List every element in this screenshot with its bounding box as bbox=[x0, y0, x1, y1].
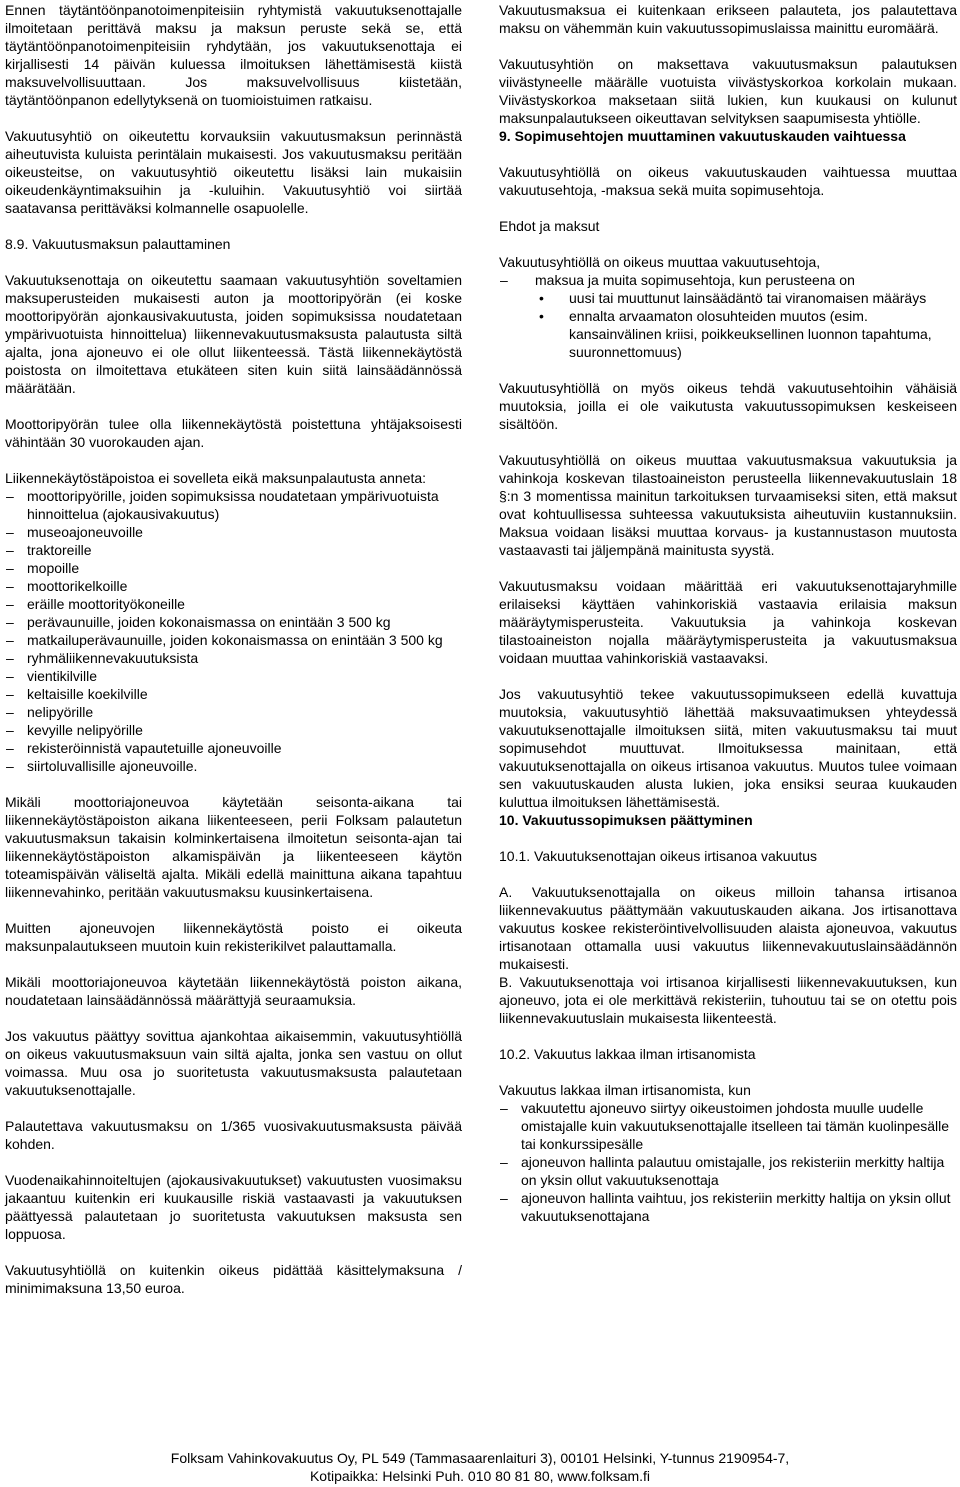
paragraph-change-notice: Jos vakuutusyhtiö tekee vakuutussopimukseen edellä kuvattuja muutoksia, vakuutusyhtiö lähettää maksuvaatimuksen yhteydessä vakuutuksenottajalle ilmoituksen siitä, miten vakuutusmaksu tai muut sopimusehdot muuttuvat. Ilmoituksessa mainitaan, että vakuutuksenottajalla on oikeus irtisanoa vakuutus. Muutos tulee voimaan sen vakuutuskauden alusta lukien, joka ensiksi seuraa kuukauden kuluttua ilmoituksen lähettämisestä. bbox=[499, 686, 957, 810]
list-item: – siirtoluvallisille ajoneuvoille. bbox=[5, 757, 462, 775]
list-item: – rekisteröinnistä vapautetuille ajoneuvoille bbox=[5, 739, 462, 757]
page-footer bbox=[0, 1449, 960, 1485]
list-item: – eräille moottorityökoneille bbox=[5, 595, 462, 613]
list-item: • uusi tai muuttunut lainsäädäntö tai viranomaisen määräys bbox=[499, 289, 957, 307]
section-heading-10-2: 10.2. Vakuutus lakkaa ilman irtisanomista bbox=[499, 1046, 756, 1062]
paragraph-termination-a: A. Vakuutuksenottajalla on oikeus milloin tahansa irtisanoa liikennevakuutus päättymään vakuutuskauden aikana. Jos irtisanottava vakuutus koskee rekisteröintivelvollisuuden alaista ajoneuvoa, vakuutus irtisanotaan ottamalla uusi vakuutus liikennevakuutuslainsäädännön mukaisesti. bbox=[499, 884, 957, 972]
footer-company-line: Folksam Vahinkovakuutus Oy, PL 549 (Tammasaarenlaituri 3), 00101 Helsinki, Y-tunnus 2190954-7, bbox=[170, 1450, 790, 1466]
footer-contact-line: Kotipaikka: Helsinki Puh. 010 80 81 80, www.folksam.fi bbox=[309, 1468, 651, 1484]
section-heading-10: 10. Vakuutussopimuksen päättyminen bbox=[499, 812, 753, 828]
list-item: • ennalta arvaamaton olosuhteiden muutos (esim. kansainvälinen kriisi, poikkeuksellinen luonnon tapahtuma, suuronnettomuus) bbox=[499, 307, 957, 361]
paragraph-minimum-refund: Vakuutusmaksua ei kuitenkaan erikseen palauteta, jos palautettava maksu on vähemmän kuin vakuutussopimuslaissa mainittu euromäärä. bbox=[499, 2, 957, 36]
list-item: – moottorikelkoille bbox=[5, 577, 462, 595]
paragraph-minor-changes: Vakuutusyhtiöllä on myös oikeus tehdä vakuutusehtoihin vähäisiä muutoksia, joilla ei ole vaikutusta vakuutussopimuksen keskeiseen sisältöön. bbox=[499, 380, 957, 432]
list-item: – matkailuperävaunuille, joiden kokonaismassa on enintään 3 500 kg bbox=[5, 631, 462, 649]
list-item: – ajoneuvon hallinta vaihtuu, jos rekisteriin merkitty haltija on yksin ollut vakuutuksenottajana bbox=[499, 1189, 957, 1225]
paragraph-motorcycle-period: Moottoripyörän tulee olla liikennekäytöstä poistettuna yhtäjaksoisesti vähintään 30 vuorokauden ajan. bbox=[5, 416, 462, 450]
list-item: – vientikilville bbox=[5, 667, 462, 685]
paragraph-enforcement-notice: Ennen täytäntöönpanotoimenpiteisiin ryhtymistä vakuutuksenottajalle ilmoitetaan perittävä maksu ja maksun peruste sekä se, että täytäntöönpanotoimenpiteisiin ryhdytään, jos vakuutuksenottaja ei kirjallisesti 14 päivän kuluessa ilmoituksen lähettämisestä kiistä maksuvelvollisuuttaan. Jos maksuvelvollisuus kiistetään, täytäntöönpanon edellytyksenä on tuomioistuimen ratkaisu. bbox=[5, 2, 462, 108]
exclusions-list bbox=[5, 487, 462, 775]
change-grounds-text: maksua ja muita sopimusehtoja, kun perusteena on bbox=[535, 272, 855, 288]
paragraph-early-termination: Jos vakuutus päättyy sovittua ajankohtaa aikaisemmin, vakuutusyhtiöllä on oikeus vakuutusmaksuun vain siltä ajalta, jonka sen vastuu on ollut voimassa. Muu osa jo suoritetusta vakuutusmaksusta palautetaan vakuutuksenottajalle. bbox=[5, 1028, 462, 1098]
list-item: – traktoreille bbox=[5, 541, 462, 559]
list-item: – perävaunuille, joiden kokonaismassa on enintään 3 500 kg bbox=[5, 613, 462, 631]
section-heading-8-9: 8.9. Vakuutusmaksun palauttaminen bbox=[5, 236, 231, 252]
paragraph-handling-fee: Vakuutusyhtiöllä on kuitenkin oikeus pidättää käsittelymaksuna / minimimaksuna 13,50 euroa. bbox=[5, 1262, 462, 1296]
paragraph-collection-costs: Vakuutusyhtiö on oikeutettu korvauksiin vakuutusmaksun perinnästä aiheutuvista kuluista perintälain mukaisesti. Jos vakuutusmaksu peritään oikeusteitse, on vakuutusyhtiö oikeutettu lisäksi lain mukaisiin oikeudenkäyntimaksuihin ja -kuluihin. Vakuutusyhtiö voi siirtää saatavansa perittäväksi kolmannelle osapuolelle. bbox=[5, 128, 462, 216]
section-heading-10-1: 10.1. Vakuutuksenottajan oikeus irtisanoa vakuutus bbox=[499, 848, 818, 864]
list-item: – vakuutettu ajoneuvo siirtyy oikeustoimen johdosta muulle uudelle omistajalle kuin vakuutuksenottajalle itselleen tai tämän kuolinpesälle tai konkurssipesälle bbox=[499, 1099, 957, 1153]
paragraph-late-interest: Vakuutusyhtiön on maksettava vakuutusmaksun palautuksen viivästyneelle määrälle vuotuista viivästyskorkoa korkolain mukaan. Viivästyskorkoa maksetaan siitä lukien, kun kuukausi on kulunut maksunpalautukseen oikeuttavan selvityksen saapumisesta yhtiölle. bbox=[499, 56, 957, 126]
paragraph-daily-refund: Palautettava vakuutusmaksu on 1/365 vuosivakuutusmaksusta päivää kohden. bbox=[5, 1118, 462, 1152]
list-item: – nelipyörille bbox=[5, 703, 462, 721]
paragraph-use-during-removal: Mikäli moottoriajoneuvoa käytetään liikennekäytöstä poiston aikana, noudatetaan lainsäädännössä määrättyjä seuraamuksia. bbox=[5, 974, 462, 1008]
paragraph-termination-b: B. Vakuutuksenottaja voi irtisanoa kirjallisesti liikennevakuutuksen, kun ajoneuvo, jota ei ole merkittävä rekisteriin, tuhoutuu tai se on otettu pois liikennevakuutuslain mukaisesta liikenteestä. bbox=[499, 974, 957, 1026]
paragraph-premium-change: Vakuutusyhtiöllä on oikeus muuttaa vakuutusmaksua vakuutuksia ja vahinkoja koskevan tilastoaineiston perusteella liikennevakuutuslain 18 §:n 3 momentissa mainitun tarkoituksen turvaamiseksi siten, että maksut ovat kohtuullisessa suhteessa vakuutuksista aiheutuviin kustannuksiin. Maksua voidaan lisäksi muuttaa korvaus- ja kustannustason muutosta vastaavasti tai jäljempänä mainitusta syystä. bbox=[499, 452, 957, 558]
lapse-conditions-list bbox=[499, 1099, 957, 1225]
paragraph-change-terms: Vakuutusyhtiöllä on oikeus muuttaa vakuutusehtoja, bbox=[499, 254, 821, 270]
list-item: – mopoille bbox=[5, 559, 462, 577]
paragraph-terms-change-right: Vakuutusyhtiöllä on oikeus vakuutuskauden vaihtuessa muuttaa vakuutusehtoja, -maksua sekä muita sopimusehtoja. bbox=[499, 164, 957, 198]
paragraph-seasonal-pricing: Vuodenaikahinnoiteltujen (ajokausivakuutukset) vakuutusten vuosimaksu jakaantuu kuitenkin eri kuukausille riskiä vastaavasti ja vakuutuksen päättyessä palautetaan jo suoritetusta vakuutuksen maksusta sen loppuosa. bbox=[5, 1172, 462, 1242]
list-item: – museoajoneuvoille bbox=[5, 523, 462, 541]
paragraph-misuse-penalty: Mikäli moottoriajoneuvoa käytetään seisonta-aikana tai liikennekäytöstäpoiston aikana liikenteeseen, perii Folksam palautetun vakuutusmaksun takaisin kolminkertaisena ilmoitetun seisonta-ajan tai liikennekäytöstäpoiston alkamispäivän ja liikenteeseen käytön toteamispäivän väliseltä ajalta. Mikäli edellä mainittuna aikana tapahtuu liikennevahinko, peritään vakuutusmaksu kuusinkertaisena. bbox=[5, 794, 462, 900]
paragraph-refund-right: Vakuutuksenottaja on oikeutettu saamaan vakuutusyhtiön soveltamien maksuperusteiden mukaisesti auton ja moottoripyörän (ei koske moottoripyörän ajonkausivakuutusta, joiden sopimuksissa noudatetaan ympärivuotuista hinnoittelua) liikennevakuutusmaksusta palautusta siltä ajalta, jona ajoneuvo ei ole ollut liikenteessä. Tästä liikennekäytöstä poistosta on ilmoitettava etukäteen siten kuin siitä lainsäädännössä määrätään. bbox=[5, 272, 462, 396]
list-item: – ajoneuvon hallinta palautuu omistajalle, jos rekisteriin merkitty haltija on yksin ollut vakuutuksenottaja bbox=[499, 1153, 957, 1189]
list-item: – keltaisille koekilville bbox=[5, 685, 462, 703]
left-column bbox=[5, 1, 462, 1297]
change-grounds-list bbox=[499, 289, 957, 361]
subheading-terms-and-fees: Ehdot ja maksut bbox=[499, 218, 600, 234]
section-heading-9: 9. Sopimusehtojen muuttaminen vakuutuskauden vaihtuessa bbox=[499, 128, 906, 144]
paragraph-lapse-intro: Vakuutus lakkaa ilman irtisanomista, kun bbox=[499, 1082, 751, 1098]
list-item: – moottoripyörille, joiden sopimuksissa noudatetaan ympärivuotuista hinnoittelua (ajokausivakuutus) bbox=[5, 487, 462, 523]
paragraph-other-vehicles: Muitten ajoneuvojen liikennekäytöstä poisto ei oikeuta maksunpalautukseen muutoin kuin rekisterikilvet palauttamalla. bbox=[5, 920, 462, 954]
right-column bbox=[499, 1, 957, 1225]
list-item: – ryhmäliikennevakuutuksista bbox=[5, 649, 462, 667]
paragraph-exclusions-intro: Liikennekäytöstäpoistoa ei sovelleta eikä maksunpalautusta anneta: bbox=[5, 470, 427, 486]
list-item: – kevyille nelipyörille bbox=[5, 721, 462, 739]
paragraph-risk-groups: Vakuutusmaksu voidaan määrittää eri vakuutuksenottajaryhmille erilaiseksi käyttäen vahinkoriskiä vastaavia erilaisia maksun määräytymisperusteita. Vakuutuksia ja vahinkoja koskevan tilastoaineiston nojalla määräytymisperusteita ja vakuutusmaksua voidaan muuttaa vahinkoriskiä vastaavaksi. bbox=[499, 578, 957, 666]
list-item bbox=[499, 271, 957, 289]
